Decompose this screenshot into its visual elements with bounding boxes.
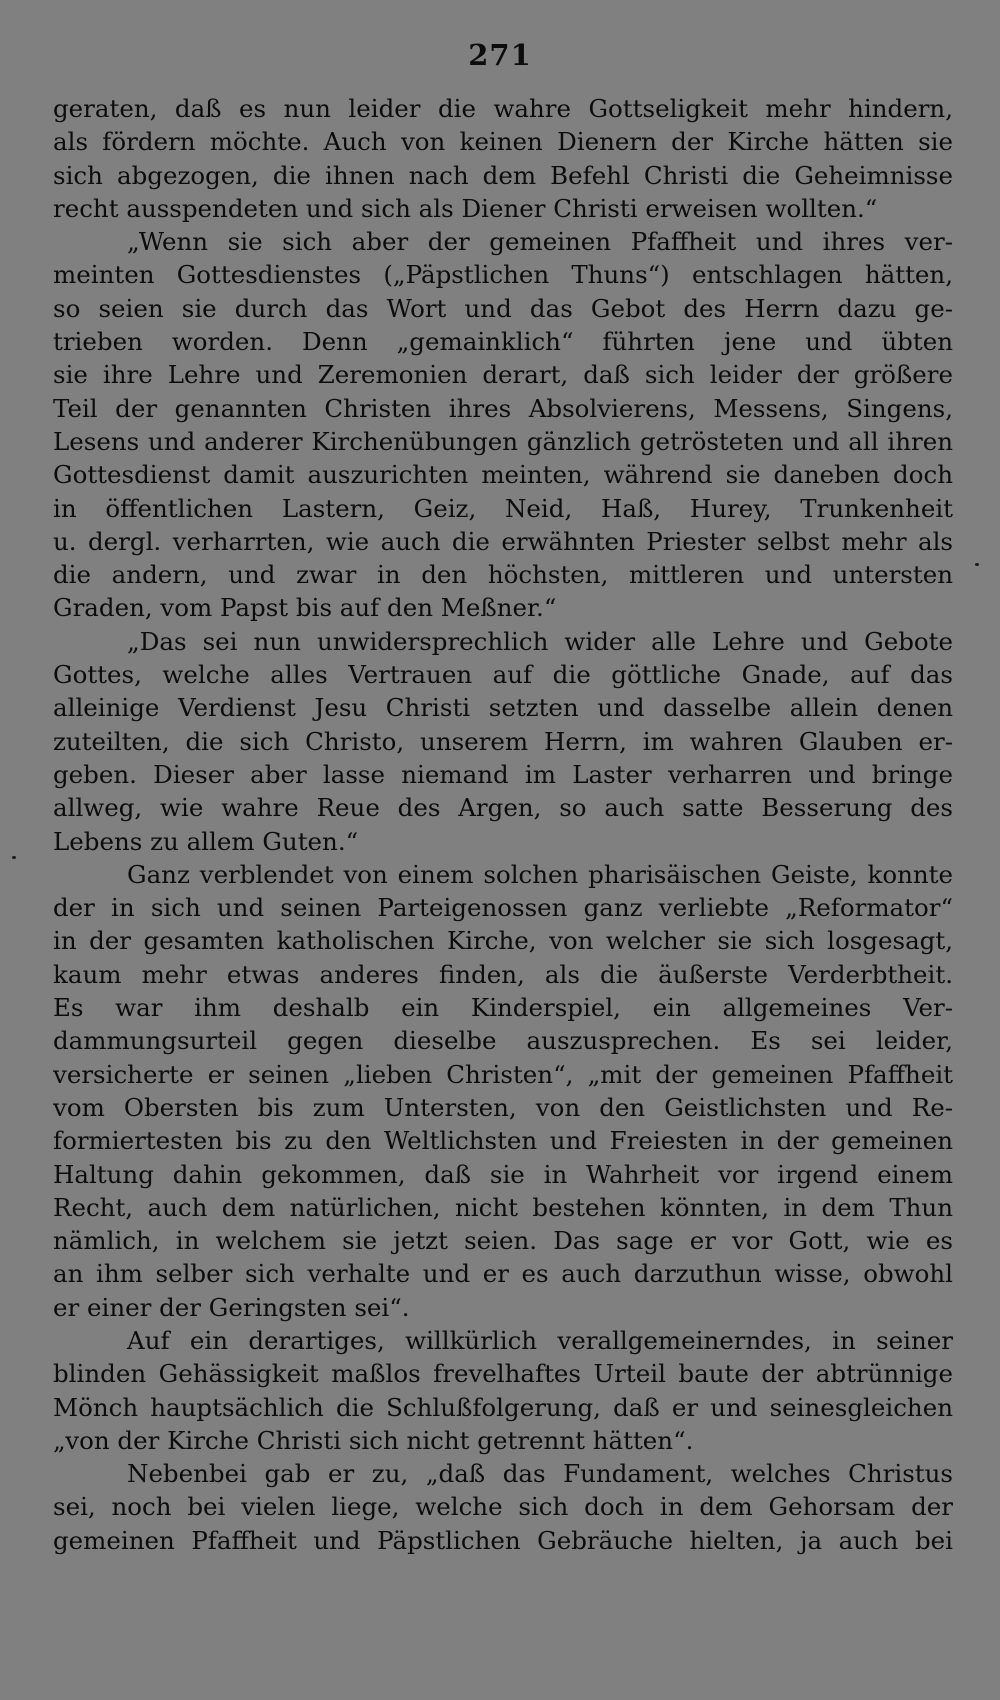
- page-number: 271: [468, 38, 532, 72]
- text-line: Recht, auch dem natürlichen, nicht bestehen könnten, in dem Thun: [53, 1192, 953, 1222]
- text-line: gemeinen Pfaffheit und Päpstlichen Gebräuche hielten, ja auch bei: [53, 1525, 953, 1555]
- text-line: er einer der Geringsten sei“.: [53, 1292, 410, 1322]
- text-line: trieben worden. Denn „gemainklich“ führten jene und übten: [53, 327, 953, 357]
- text-line: Teil der genannten Christen ihres Absolvierens, Messens, Singens,: [53, 393, 953, 423]
- text-line: dammungsurteil gegen dieselbe auszusprechen. Es sei leider,: [53, 1026, 953, 1056]
- text-line: Mönch hauptsächlich die Schlußfolgerung, daß er und seinesgleichen: [53, 1392, 953, 1422]
- text-line: an ihm selber sich verhalte und er es auch darzuthun wisse, obwohl: [53, 1259, 953, 1289]
- text-line: Graden, vom Papst bis auf den Meßner.“: [53, 593, 557, 623]
- text-line: in öffentlichen Lastern, Geiz, Neid, Haß, Hurey, Trunkenheit: [53, 493, 953, 523]
- text-line: versicherte er seinen „lieben Christen“, „mit der gemeinen Pfaffheit: [53, 1059, 953, 1089]
- text-line: u. dergl. verharrten, wie auch die erwähnten Priester selbst mehr als: [53, 526, 953, 556]
- text-line: „von der Kirche Christi sich nicht getrennt hätten“.: [53, 1425, 694, 1455]
- text-line: kaum mehr etwas anderes finden, als die äußerste Verderbtheit.: [53, 959, 953, 989]
- text-line: Gottesdienst damit auszurichten meinten, während sie daneben doch: [53, 460, 953, 490]
- text-line: die andern, und zwar in den höchsten, mittleren und untersten: [53, 560, 953, 590]
- text-line: Auf ein derartiges, willkürlich verallgemeinerndes, in seiner: [127, 1325, 953, 1355]
- text-line: geben. Dieser aber lasse niemand im Laster verharren und bringe: [53, 759, 953, 789]
- text-line: formiertesten bis zu den Weltlichsten und Freiesten in der gemeinen: [53, 1126, 953, 1156]
- text-line: allweg, wie wahre Reue des Argen, so auch satte Besserung des: [53, 793, 953, 823]
- text-line: recht ausspendeten und sich als Diener Christi erweisen wollten.“: [53, 193, 878, 223]
- text-line: Lebens zu allem Guten.“: [53, 826, 359, 856]
- text-line: als fördern möchte. Auch von keinen Dienern der Kirche hätten sie: [53, 127, 953, 157]
- text-line: so seien sie durch das Wort und das Gebot des Herrn dazu ge-: [53, 293, 953, 323]
- text-line: in der gesamten katholischen Kirche, von welcher sie sich losgesagt,: [53, 926, 953, 956]
- text-line: vom Obersten bis zum Untersten, von den Geistlichsten und Re-: [53, 1092, 953, 1122]
- text-line: alleinige Verdienst Jesu Christi setzten und dasselbe allein denen: [53, 693, 953, 723]
- text-line: der in sich und seinen Parteigenossen ganz verliebte „Reformator“: [53, 893, 953, 923]
- text-line: Haltung dahin gekommen, daß sie in Wahrheit vor irgend einem: [53, 1159, 953, 1189]
- text-line: sei, noch bei vielen liege, welche sich doch in dem Gehorsam der: [53, 1492, 953, 1522]
- text-line: meinten Gottesdienstes („Päpstlichen Thuns“) entschlagen hätten,: [53, 260, 953, 290]
- text-line: Es war ihm deshalb ein Kinderspiel, ein allgemeines Ver-: [53, 993, 953, 1023]
- text-line: Nebenbei gab er zu, „daß das Fundament, welches Christus: [127, 1459, 953, 1489]
- text-line: Ganz verblendet von einem solchen pharisäischen Geiste, konnte: [127, 859, 953, 889]
- text-line: sich abgezogen, die ihnen nach dem Befehl Christi die Geheimnisse: [53, 160, 953, 190]
- text-line: Lesens und anderer Kirchenübungen gänzlich getrösteten und all ihren: [53, 426, 953, 456]
- print-speck: [975, 563, 979, 566]
- body-text: [53, 92, 953, 1557]
- text-line: zuteilten, die sich Christo, unserem Herrn, im wahren Glauben er-: [53, 726, 953, 756]
- text-line: blinden Gehässigkeit maßlos frevelhaftes Urteil baute der abtrünnige: [53, 1359, 953, 1389]
- text-line: Gottes, welche alles Vertrauen auf die göttliche Gnade, auf das: [53, 660, 953, 690]
- text-line: nämlich, in welchem sie jetzt seien. Das sage er vor Gott, wie es: [53, 1226, 953, 1256]
- text-line: geraten, daß es nun leider die wahre Gottseligkeit mehr hindern,: [53, 94, 953, 123]
- text-line: sie ihre Lehre und Zeremonien derart, daß sich leider der größere: [53, 360, 953, 390]
- text-line: „Wenn sie sich aber der gemeinen Pfaffheit und ihres ver-: [127, 227, 953, 257]
- print-speck: [12, 856, 16, 859]
- text-line: „Das sei nun unwidersprechlich wider alle Lehre und Gebote: [127, 626, 953, 656]
